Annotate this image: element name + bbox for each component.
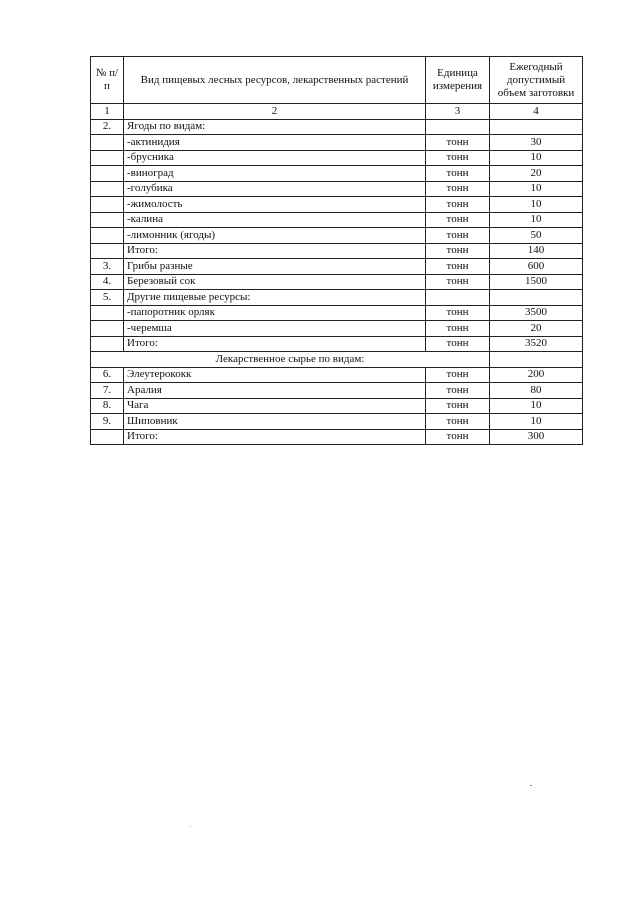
row-name: Ягоды по видам: (124, 119, 426, 135)
table-body-medicinal (91, 367, 583, 445)
row-num: 2. (91, 119, 124, 135)
row-volume: 30 (490, 135, 583, 151)
row-name: Элеутерококк (124, 367, 426, 383)
table-row (91, 166, 583, 182)
row-volume: 10 (490, 212, 583, 228)
table-row (91, 197, 583, 213)
row-volume: 3500 (490, 305, 583, 321)
row-unit: тонн (426, 383, 490, 399)
row-volume: 10 (490, 197, 583, 213)
row-unit: тонн (426, 166, 490, 182)
row-unit: тонн (426, 135, 490, 151)
table-body-section (91, 352, 583, 368)
table-header-row (91, 57, 583, 104)
row-num (91, 305, 124, 321)
row-num (91, 429, 124, 445)
row-unit: тонн (426, 228, 490, 244)
row-num (91, 150, 124, 166)
table-row (91, 429, 583, 445)
row-name: -виноград (124, 166, 426, 182)
row-name: -черемша (124, 321, 426, 337)
row-unit: тонн (426, 243, 490, 259)
table-row (91, 383, 583, 399)
row-unit: тонн (426, 336, 490, 352)
row-volume (490, 119, 583, 135)
table-row (91, 228, 583, 244)
row-name: Итого: (124, 336, 426, 352)
row-unit: тонн (426, 197, 490, 213)
row-name: Другие пищевые ресурсы: (124, 290, 426, 306)
index-row (91, 104, 583, 120)
table-row (91, 321, 583, 337)
row-volume: 10 (490, 398, 583, 414)
row-name: Грибы разные (124, 259, 426, 275)
table-row (91, 367, 583, 383)
row-unit: тонн (426, 212, 490, 228)
row-volume: 20 (490, 166, 583, 182)
row-name: -папоротник орляк (124, 305, 426, 321)
index-cell: 1 (91, 104, 124, 120)
row-unit (426, 119, 490, 135)
row-volume: 200 (490, 367, 583, 383)
row-num (91, 336, 124, 352)
row-volume: 10 (490, 150, 583, 166)
table-row (91, 150, 583, 166)
row-name: Итого: (124, 429, 426, 445)
table-row (91, 290, 583, 306)
header-volume: Ежегодный допустимый объем заготовки (490, 57, 583, 104)
row-num (91, 197, 124, 213)
table-row (91, 414, 583, 430)
row-name: Аралия (124, 383, 426, 399)
table-row (91, 398, 583, 414)
row-volume: 300 (490, 429, 583, 445)
row-num (91, 135, 124, 151)
row-unit: тонн (426, 398, 490, 414)
row-num (91, 166, 124, 182)
row-volume: 3520 (490, 336, 583, 352)
row-num (91, 321, 124, 337)
row-num: 9. (91, 414, 124, 430)
row-unit: тонн (426, 259, 490, 275)
row-unit: тонн (426, 367, 490, 383)
table-row (91, 274, 583, 290)
row-num: 3. (91, 259, 124, 275)
row-volume: 140 (490, 243, 583, 259)
table-row (91, 212, 583, 228)
row-name: -брусника (124, 150, 426, 166)
row-unit: тонн (426, 414, 490, 430)
table-body-food (91, 119, 583, 352)
table-row (91, 259, 583, 275)
row-volume: 10 (490, 181, 583, 197)
row-num: 7. (91, 383, 124, 399)
row-name: -голубика (124, 181, 426, 197)
scan-speck (190, 826, 191, 827)
section-header: Лекарственное сырье по видам: (91, 352, 490, 368)
row-volume: 50 (490, 228, 583, 244)
row-num (91, 181, 124, 197)
index-cell: 2 (124, 104, 426, 120)
index-cell: 3 (426, 104, 490, 120)
row-volume (490, 290, 583, 306)
table-row (91, 243, 583, 259)
header-unit: Единица измерения (426, 57, 490, 104)
table-row (91, 181, 583, 197)
row-volume: 600 (490, 259, 583, 275)
scan-speck (530, 785, 532, 786)
row-name: Итого: (124, 243, 426, 259)
row-name: Чага (124, 398, 426, 414)
row-unit: тонн (426, 274, 490, 290)
row-name: -калина (124, 212, 426, 228)
row-num: 6. (91, 367, 124, 383)
row-num (91, 228, 124, 244)
row-name: Шиповник (124, 414, 426, 430)
row-name: -лимонник (ягоды) (124, 228, 426, 244)
row-volume: 80 (490, 383, 583, 399)
table-row (91, 336, 583, 352)
table-row (91, 305, 583, 321)
row-unit: тонн (426, 150, 490, 166)
row-num (91, 212, 124, 228)
row-num (91, 243, 124, 259)
row-volume: 1500 (490, 274, 583, 290)
row-unit: тонн (426, 429, 490, 445)
row-num: 8. (91, 398, 124, 414)
section-header-row (91, 352, 583, 368)
row-name: -актинидия (124, 135, 426, 151)
row-name: -жимолость (124, 197, 426, 213)
table-row (91, 135, 583, 151)
row-unit: тонн (426, 181, 490, 197)
row-name: Березовый сок (124, 274, 426, 290)
header-num: № п/п (91, 57, 124, 104)
row-volume: 10 (490, 414, 583, 430)
header-name: Вид пищевых лесных ресурсов, лекарственных растений (124, 57, 426, 104)
resources-table (90, 56, 583, 445)
row-unit: тонн (426, 321, 490, 337)
row-unit (426, 290, 490, 306)
row-unit: тонн (426, 305, 490, 321)
index-cell: 4 (490, 104, 583, 120)
section-header-empty (490, 352, 583, 368)
row-num: 4. (91, 274, 124, 290)
row-volume: 20 (490, 321, 583, 337)
table-row (91, 119, 583, 135)
row-num: 5. (91, 290, 124, 306)
